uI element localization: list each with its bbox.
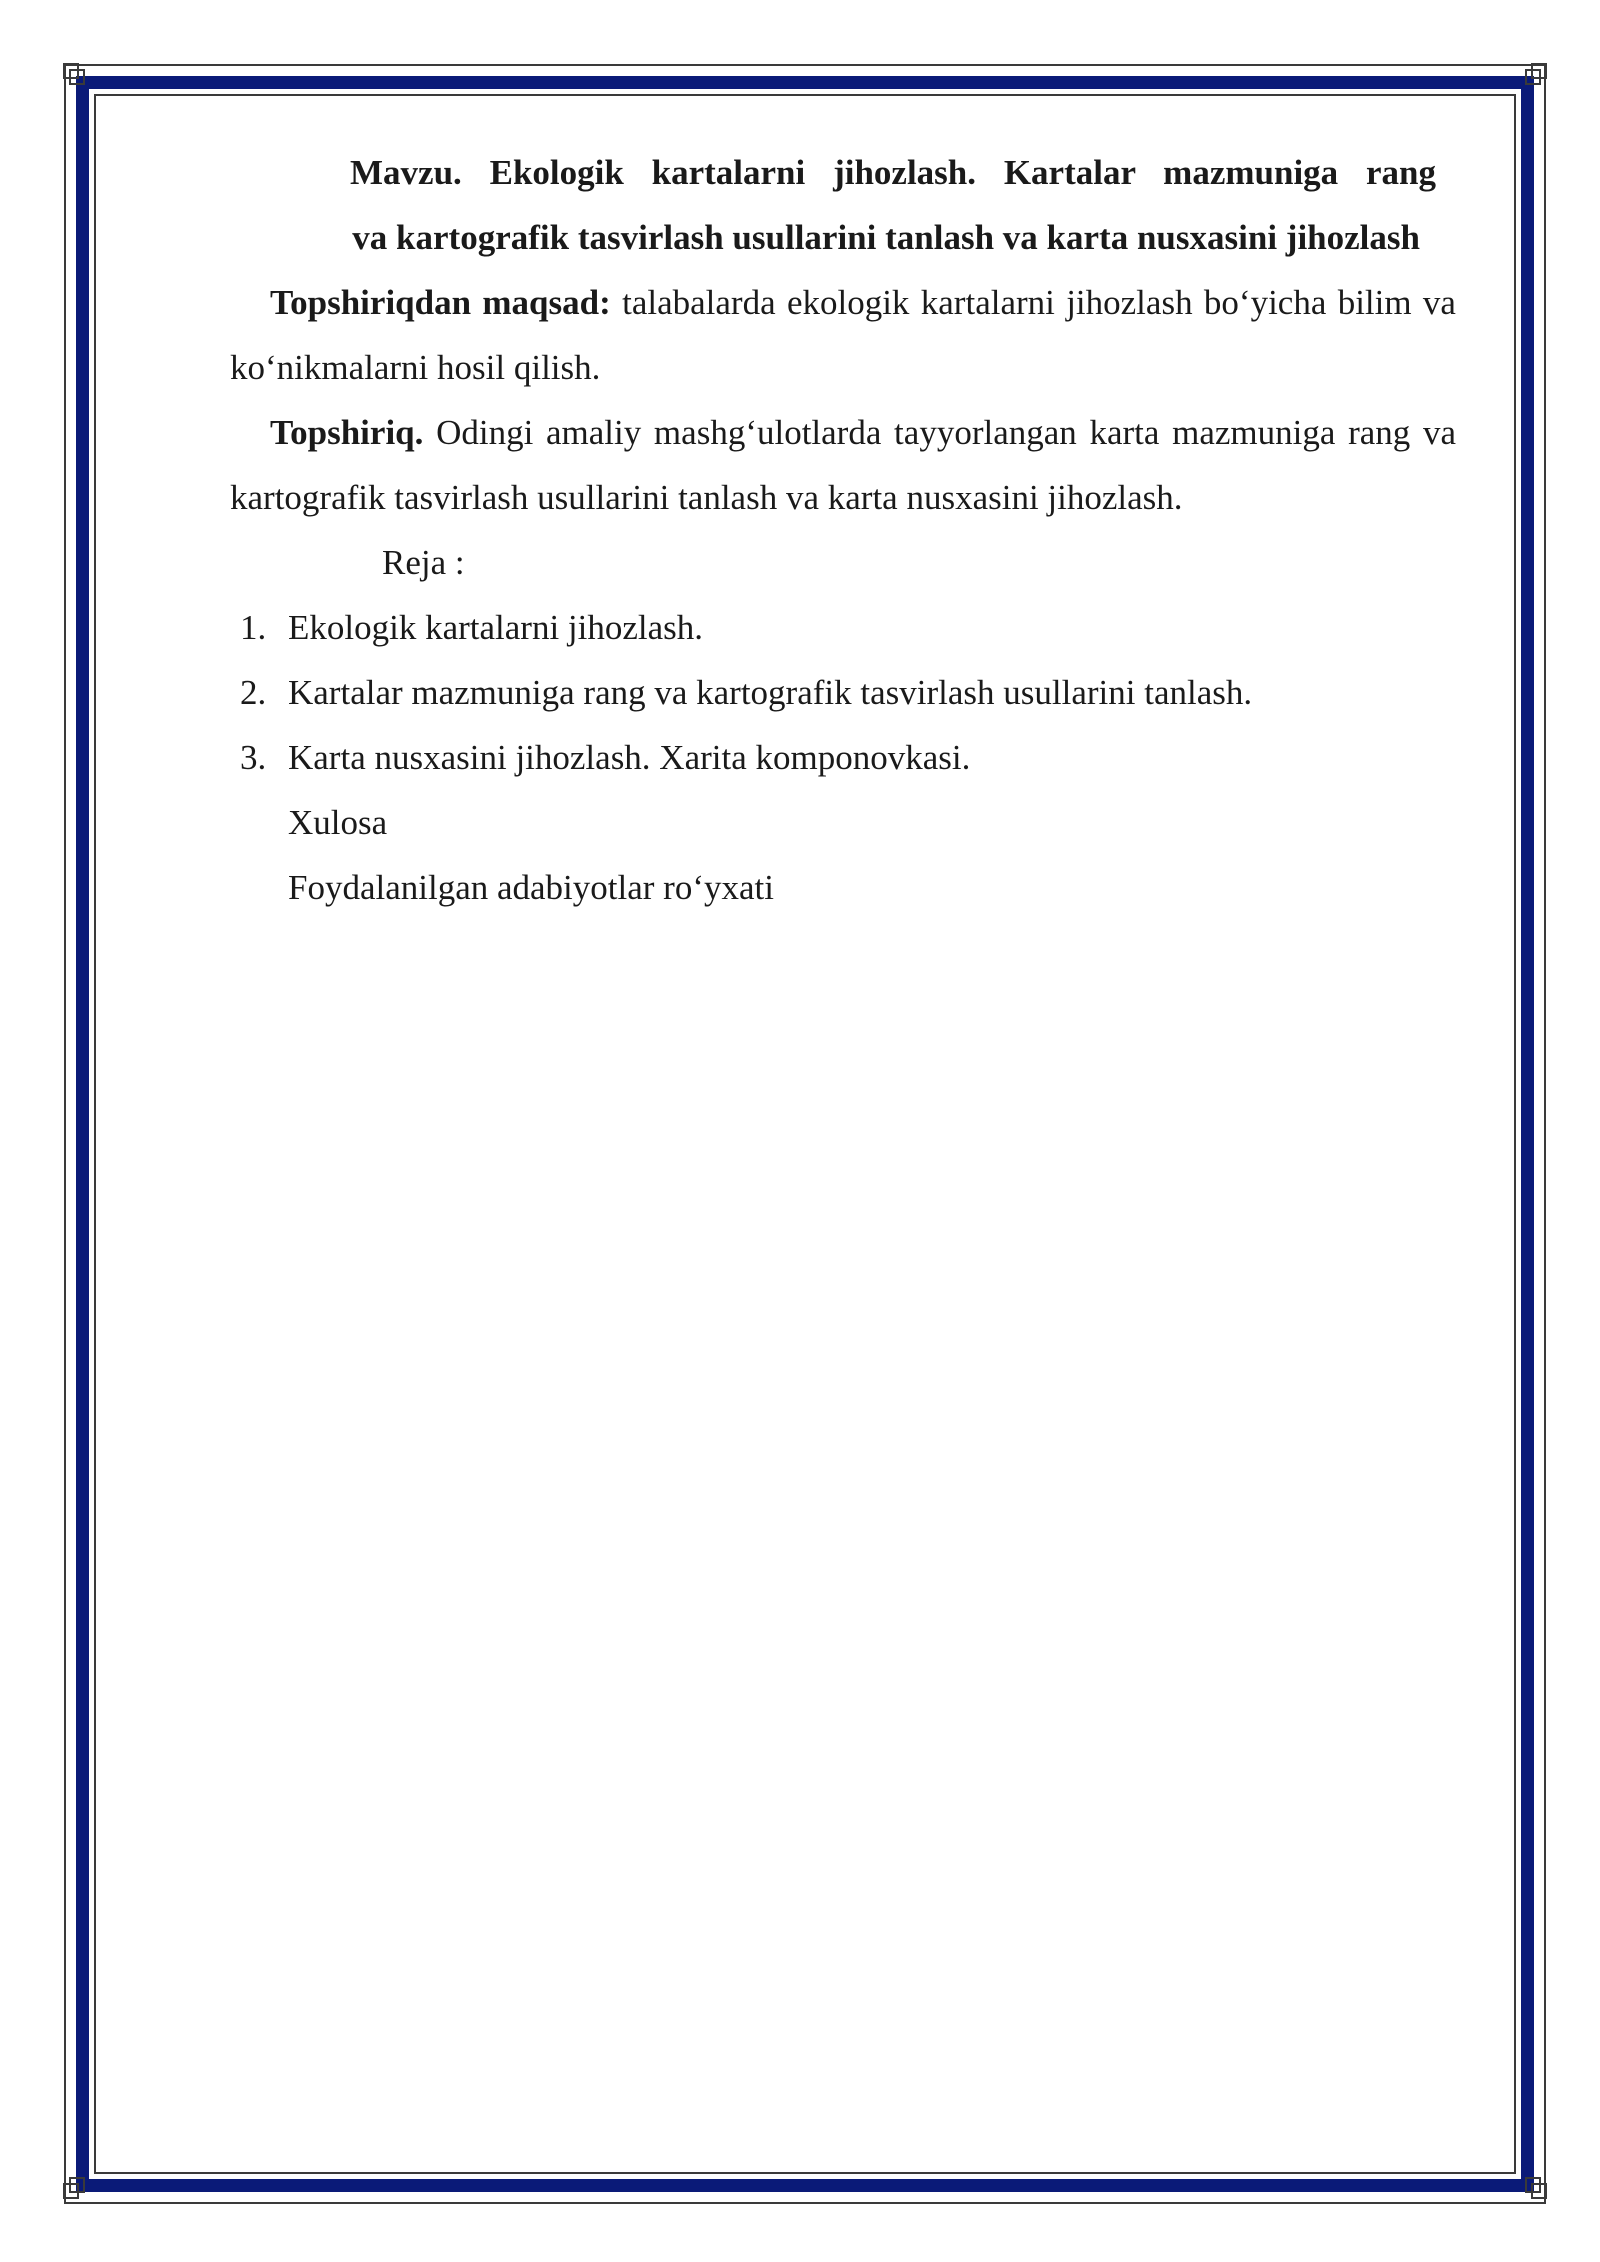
- plan-item: [230, 660, 1456, 725]
- plan-item-number: 1.: [240, 608, 267, 647]
- goal-paragraph: [230, 270, 1456, 400]
- task-text: Odingi amaliy mashg‘ulotlarda tayyorlangan karta mazmuniga rang va kartografik tasvirlash usullarini tanlash va karta nusxasini jihozlash.: [230, 413, 1456, 517]
- goal-text: talabalarda ekologik kartalarni jihozlash bo‘yicha bilim va ko‘nikmalarni hosil qilish.: [230, 283, 1456, 387]
- goal-label: Topshiriqdan maqsad:: [270, 283, 611, 322]
- references-item: Foydalanilgan adabiyotlar ro‘yxati: [288, 868, 774, 907]
- plan-item-text: Karta nusxasini jihozlash. Xarita komponovkasi.: [288, 738, 971, 777]
- task-paragraph: [230, 400, 1456, 530]
- task-label: Topshiriq.: [270, 413, 424, 452]
- corner-ornament-bottom-left: [60, 2162, 100, 2202]
- plan-title: Reja :: [382, 543, 465, 582]
- document-title-line-1: Mavzu. Ekologik kartalarni jihozlash. Kartalar mazmuniga rang: [350, 153, 1436, 192]
- plan-item: [230, 725, 1456, 790]
- corner-ornament-top-left: [60, 60, 100, 100]
- plan-item-number: 3.: [240, 738, 267, 777]
- plan-item-text: Kartalar mazmuniga rang va kartografik tasvirlash usullarini tanlash.: [288, 673, 1253, 712]
- conclusion-item: Xulosa: [288, 803, 388, 842]
- corner-ornament-bottom-right: [1510, 2162, 1550, 2202]
- plan-item-text: Ekologik kartalarni jihozlash.: [288, 608, 704, 647]
- plan-list: [230, 595, 1456, 790]
- plan-item: [230, 595, 1456, 660]
- document-title-line-2: va kartografik tasvirlash usullarini tanlash va karta nusxasini jihozlash: [352, 218, 1420, 257]
- corner-ornament-top-right: [1510, 60, 1550, 100]
- plan-item-number: 2.: [240, 673, 267, 712]
- document-body: [230, 140, 1456, 920]
